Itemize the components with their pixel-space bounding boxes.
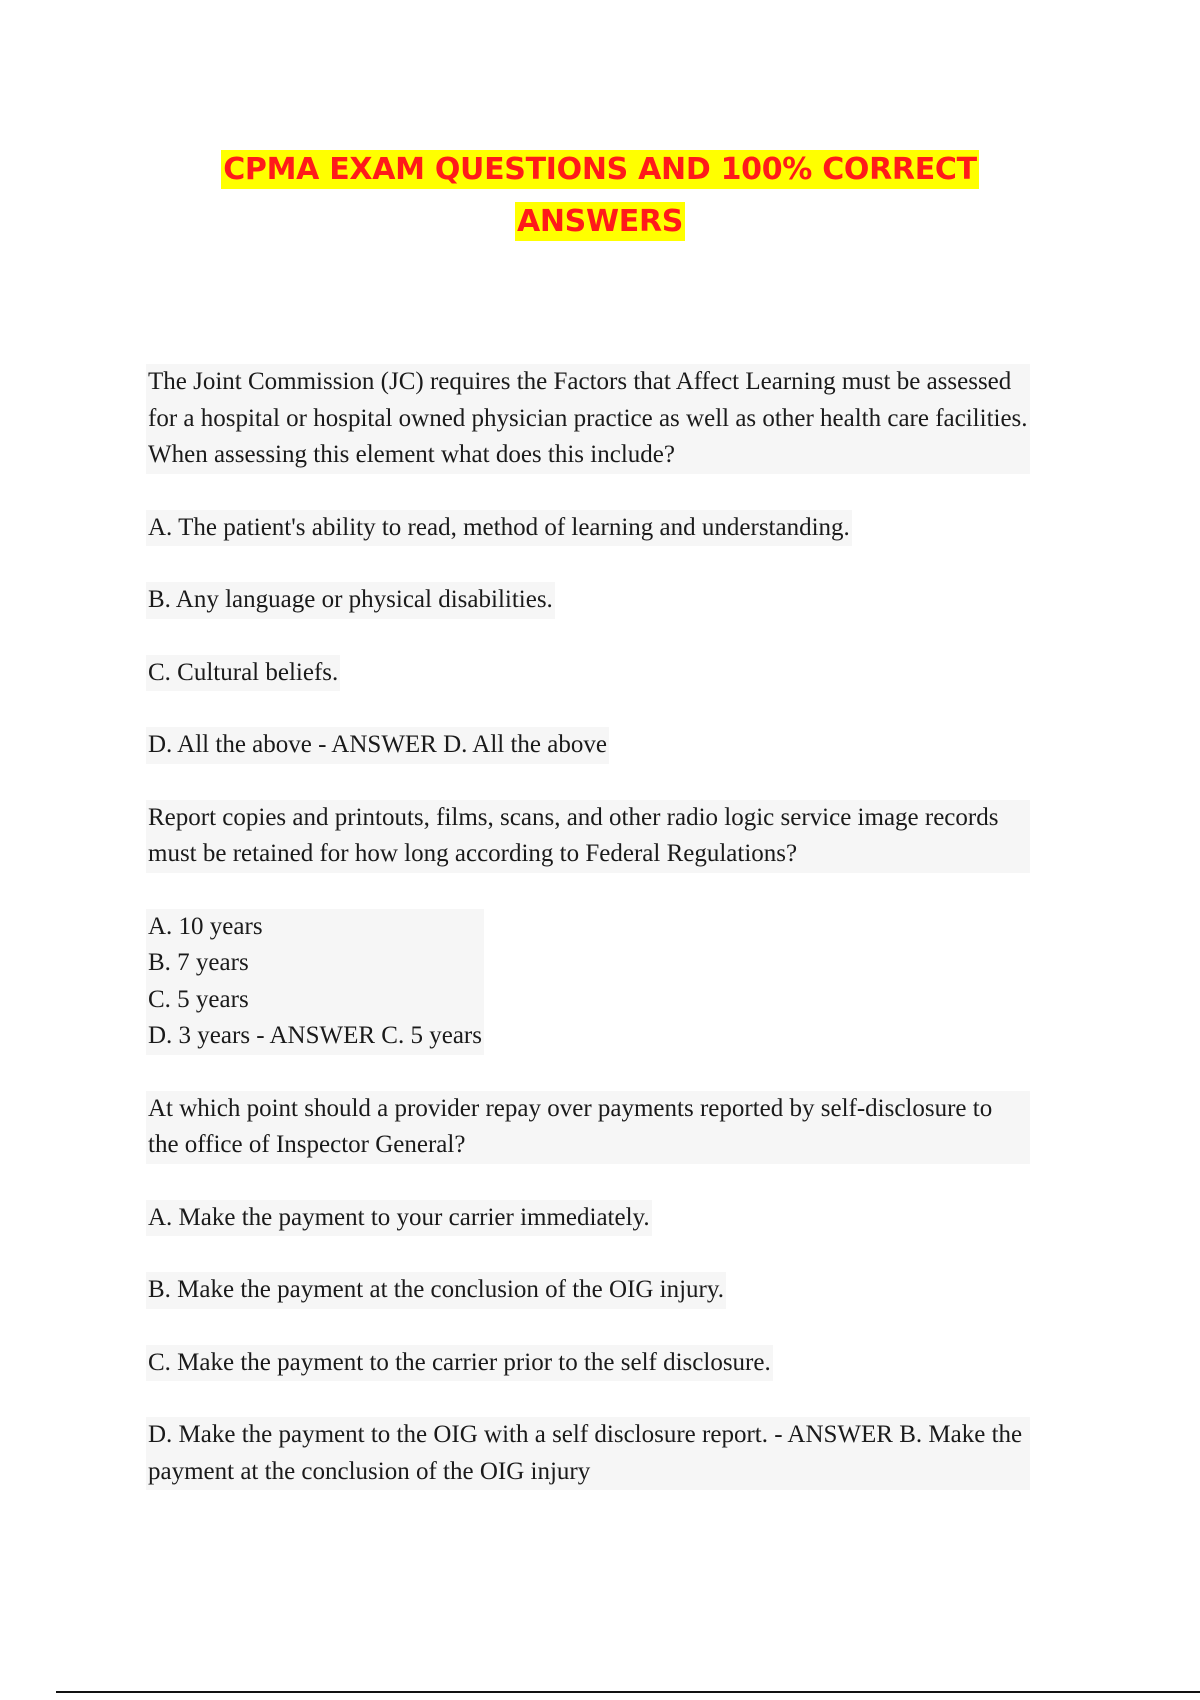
option-text-with-answer: D. All the above - ANSWER D. All the above bbox=[146, 727, 609, 764]
options-list bbox=[146, 909, 484, 1055]
question-1-option-a bbox=[146, 510, 1046, 547]
option-text: B. Any language or physical disabilities. bbox=[146, 582, 555, 619]
question-text: At which point should a provider repay over payments reported by self-disclosure to the office of Inspector General? bbox=[146, 1091, 1030, 1164]
option-text-with-answer: D. 3 years - ANSWER C. 5 years bbox=[148, 1022, 482, 1049]
title-line-2: ANSWERS bbox=[516, 204, 684, 239]
option-text: C. Cultural beliefs. bbox=[146, 655, 340, 692]
footer-rule bbox=[56, 1691, 1200, 1693]
question-1-option-d bbox=[146, 727, 1046, 764]
option-text-with-answer: D. Make the payment to the OIG with a self disclosure report. - ANSWER B. Make the payment at the conclusion of the OIG injury bbox=[146, 1417, 1030, 1490]
question-3-option-b bbox=[146, 1272, 1046, 1309]
option-text: C. 5 years bbox=[148, 985, 249, 1013]
option-text: A. 10 years bbox=[148, 912, 263, 940]
option-text: B. Make the payment at the conclusion of the OIG injury. bbox=[146, 1272, 726, 1309]
option-text: C. Make the payment to the carrier prior to the self disclosure. bbox=[146, 1345, 773, 1382]
question-text: The Joint Commission (JC) requires the Factors that Affect Learning must be assessed for a hospital or hospital owned physician practice as well as other health care facilities. When assessing this element what does this include? bbox=[146, 364, 1030, 474]
question-3-option-d bbox=[146, 1417, 1046, 1490]
option-text: A. Make the payment to your carrier immediately. bbox=[146, 1200, 652, 1237]
question-2 bbox=[146, 800, 1046, 873]
title-line-1: CPMA EXAM QUESTIONS AND 100% CORRECT bbox=[223, 152, 977, 187]
option-text: A. The patient's ability to read, method of learning and understanding. bbox=[146, 510, 852, 547]
questions-section bbox=[146, 364, 1046, 1526]
question-1 bbox=[146, 364, 1046, 474]
question-1-option-b bbox=[146, 582, 1046, 619]
question-3 bbox=[146, 1091, 1046, 1164]
question-2-options bbox=[146, 909, 1046, 1055]
question-1-option-c bbox=[146, 655, 1046, 692]
question-3-option-a bbox=[146, 1200, 1046, 1237]
question-3-option-c bbox=[146, 1345, 1046, 1382]
question-text: Report copies and printouts, films, scans, and other radio logic service image records must be retained for how long according to Federal Regulations? bbox=[146, 800, 1030, 873]
option-text: B. 7 years bbox=[148, 949, 249, 976]
document-title bbox=[0, 144, 1200, 248]
